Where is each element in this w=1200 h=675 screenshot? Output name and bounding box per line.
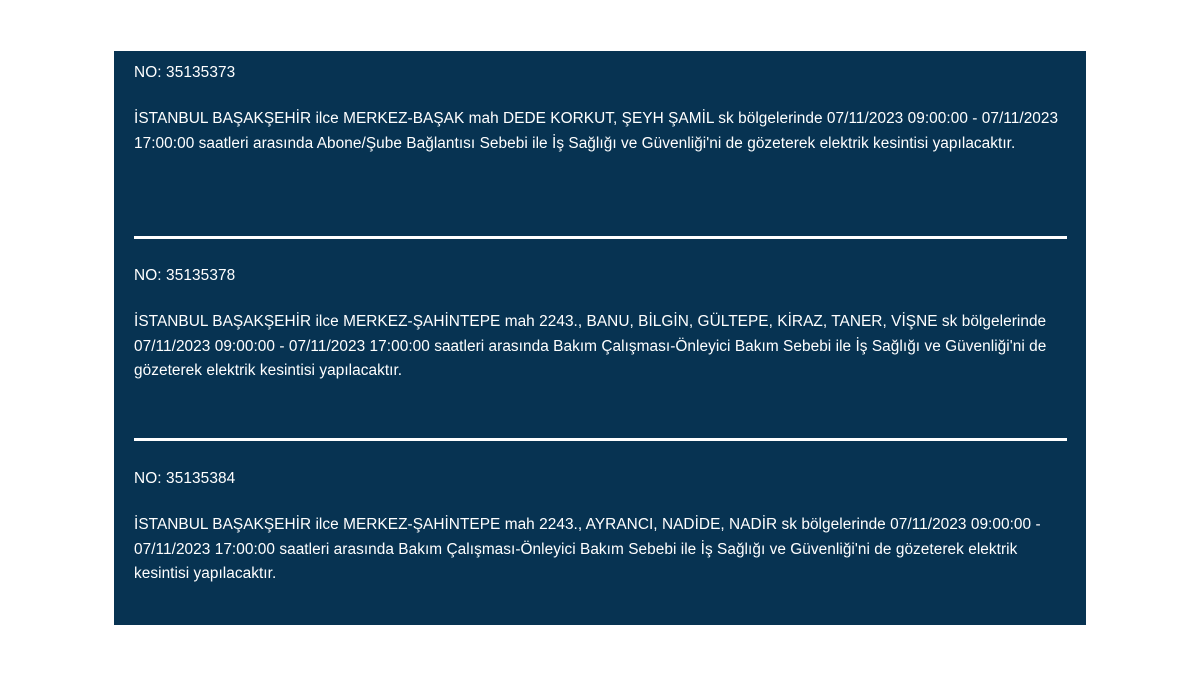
notice-number: NO: 35135378 (134, 267, 236, 284)
notice-item (134, 469, 1064, 587)
divider (134, 236, 1067, 239)
notice-description: İSTANBUL BAŞAKŞEHİR ilce MERKEZ-ŞAHİNTEPE mah 2243., BANU, BİLGİN, GÜLTEPE, KİRAZ, TANER, VİŞNE sk bölgelerinde 07/11/2023 09:00:00 - 07/11/2023 17:00:00 saatleri arasında Bakım Çalışması-Önleyici Bakım Sebebi ile İş Sağlığı ve Güvenliği'ni de gözeterek elektrik kesintisi yapılacaktır. (134, 313, 1047, 379)
notice-description: İSTANBUL BAŞAKŞEHİR ilce MERKEZ-ŞAHİNTEPE mah 2243., AYRANCI, NADİDE, NADİR sk bölgelerinde 07/11/2023 09:00:00 - 07/11/2023 17:00:00 saatleri arasında Bakım Çalışması-Önleyici Bakım Sebebi ile İş Sağlığı ve Güvenliği'ni de gözeterek elektrik kesintisi yapılacaktır. (134, 516, 1041, 582)
outage-notices-panel (114, 51, 1086, 625)
notice-item (134, 266, 1064, 384)
divider (134, 438, 1067, 441)
notice-number: NO: 35135384 (134, 470, 236, 487)
notice-description: İSTANBUL BAŞAKŞEHİR ilce MERKEZ-BAŞAK mah DEDE KORKUT, ŞEYH ŞAMİL sk bölgelerinde 07/11/2023 09:00:00 - 07/11/2023 17:00:00 saatleri arasında Abone/Şube Bağlantısı Sebebi ile İş Sağlığı ve Güvenliği'ni de gözeterek elektrik kesintisi yapılacaktır. (134, 110, 1059, 152)
notice-number: NO: 35135373 (134, 64, 236, 81)
notice-item (134, 63, 1064, 156)
